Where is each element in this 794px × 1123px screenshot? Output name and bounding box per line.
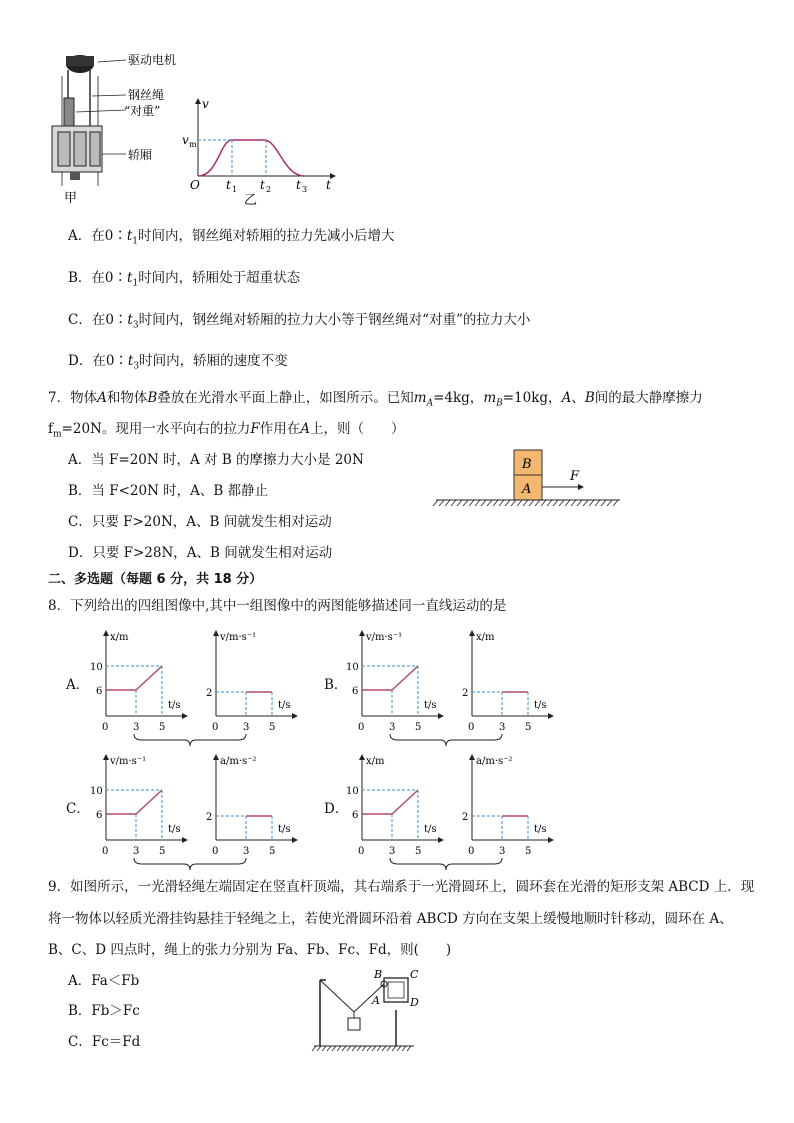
q9-option-c[interactable]: C．Fc＝Fd — [68, 1034, 141, 1050]
svg-text:1: 1 — [232, 185, 238, 194]
brace — [134, 734, 246, 746]
q9-option-a[interactable]: A．Fa＜Fb — [68, 973, 140, 989]
q7-option-a[interactable]: A．当 F=20N 时，A 对 B 的摩擦力大小是 20N — [68, 452, 364, 468]
axis-label: v/m·s⁻¹ — [110, 756, 147, 767]
q8-option-c[interactable]: C． — [66, 801, 90, 817]
tick-label: 5 — [269, 846, 276, 857]
tick-label: 2 — [462, 812, 469, 823]
axis-label: v/m·s⁻¹ — [220, 632, 257, 643]
label-rope: 钢丝绳 — [128, 88, 165, 102]
q8-graph-2-right — [206, 754, 298, 857]
axis-label: t/s — [278, 824, 291, 835]
q9-stem-line1: 9．如图所示，一光滑轻绳左端固定在竖直杆顶端，其右端系于一光滑圆环上，圆环套在光滑的矩形支架 ABCD 上．现 — [48, 879, 755, 895]
q6-option-d[interactable]: D．在$0∶t_3$时间内，轿厢的速度不变 — [68, 353, 288, 372]
tick-label: 3 — [243, 722, 250, 733]
tick-label: 2 — [206, 688, 213, 699]
svg-text:B: B — [522, 457, 532, 472]
tick-label: 0 — [468, 846, 475, 857]
tick-label: 5 — [525, 846, 532, 857]
svg-text:t: t — [260, 178, 265, 192]
q8-option-a[interactable]: A． — [66, 677, 90, 693]
axis-label: x/m — [476, 632, 495, 643]
axis-label: a/m·s⁻² — [476, 756, 513, 767]
axis-label: x/m — [366, 756, 385, 767]
svg-text:2: 2 — [266, 185, 272, 194]
q9-stem-line3: B、C、D 四点时，绳上的张力分别为 Fa、Fb、Fc、Fd，则( ) — [48, 942, 452, 958]
vt-graph — [180, 96, 340, 208]
elevator-figure — [40, 46, 180, 206]
tick-label: 10 — [346, 786, 359, 797]
tick-label: 5 — [269, 722, 276, 733]
tick-label: 0 — [102, 722, 109, 733]
tick-label: 0 — [212, 846, 219, 857]
section-title: 二、多选题（每题 6 分，共 18 分） — [48, 572, 263, 587]
svg-text:m: m — [189, 140, 197, 149]
q8-graph-2-left — [90, 754, 188, 857]
axis-label: t/s — [168, 824, 181, 835]
tick-label: 0 — [102, 846, 109, 857]
series-line — [362, 666, 418, 690]
axis-label: a/m·s⁻² — [220, 756, 257, 767]
label-motor: 驱动电机 — [128, 53, 177, 67]
tick-label: 3 — [389, 722, 396, 733]
svg-text:A: A — [522, 482, 532, 497]
tick-label: 3 — [133, 722, 140, 733]
axis-label: t/s — [424, 824, 437, 835]
tick-label: 10 — [346, 662, 359, 673]
axis-label: t/s — [278, 700, 291, 711]
q8-graph-3-left — [346, 754, 444, 857]
tick-label: 5 — [415, 722, 422, 733]
tick-label: 6 — [96, 686, 103, 697]
svg-text:3: 3 — [302, 185, 308, 194]
tick-label: 3 — [499, 846, 506, 857]
tick-label: 6 — [96, 810, 103, 821]
svg-text:C: C — [410, 968, 419, 981]
label-car: 轿厢 — [128, 148, 153, 162]
svg-text:v: v — [182, 133, 189, 147]
series-line — [106, 790, 162, 814]
tick-label: 2 — [462, 688, 469, 699]
svg-text:t: t — [226, 178, 231, 192]
q7-blocks-figure — [432, 446, 624, 510]
series-line — [106, 666, 162, 690]
tick-label: 5 — [525, 722, 532, 733]
svg-text:t: t — [296, 178, 301, 192]
q6-option-c[interactable]: C．在$0∶t_3$时间内，钢丝绳对轿厢的拉力大小等于钢丝绳对“对重”的拉力大小 — [68, 312, 531, 331]
brace — [390, 734, 502, 746]
q8-graph-0-left — [90, 630, 188, 733]
q8-stem: 8．下列给出的四组图像中,其中一组图像中的两图能够描述同一直线运动的是 — [48, 598, 507, 614]
q9-frame-figure — [308, 968, 420, 1052]
tick-label: 6 — [352, 810, 359, 821]
tick-label: 3 — [243, 846, 250, 857]
q7-stem-line1: 7．物体A和物体B叠放在光滑水平面上静止，如图所示。已知$m_A=4kg$，$m_B=10kg$，A、B间的最大静摩擦力 — [48, 390, 703, 409]
axis-label: v/m·s⁻¹ — [366, 632, 403, 643]
q8-graph-0-right — [206, 630, 298, 733]
axis-label: x/m — [110, 632, 129, 643]
svg-text:v: v — [202, 97, 209, 111]
axis-label: t/s — [534, 824, 547, 835]
tick-label: 0 — [468, 722, 475, 733]
q6-option-a[interactable]: A．在$0∶t_1$时间内，钢丝绳对轿厢的拉力先减小后增大 — [68, 228, 395, 247]
tick-label: 10 — [90, 662, 103, 673]
svg-text:F: F — [570, 469, 580, 484]
tick-label: 10 — [90, 786, 103, 797]
q6-option-b[interactable]: B．在$0∶t_1$时间内，轿厢处于超重状态 — [68, 270, 301, 289]
tick-label: 0 — [358, 846, 365, 857]
q8-graph-1-left — [346, 630, 444, 733]
axis-label: t/s — [534, 700, 547, 711]
brace — [134, 858, 246, 870]
tick-label: 0 — [358, 722, 365, 733]
svg-text:t: t — [326, 178, 331, 192]
q9-stem-line2: 将一物体以轻质光滑挂钩悬挂于轻绳之上，若使光滑圆环沿着 ABCD 方向在支架上缓慢地顺时针移动，圆环在 A、 — [48, 911, 733, 927]
tick-label: 0 — [212, 722, 219, 733]
tick-label: 3 — [389, 846, 396, 857]
q7-option-d[interactable]: D．只要 F>28N，A、B 间就发生相对运动 — [68, 545, 333, 561]
tick-label: 5 — [415, 846, 422, 857]
q7-stem-line2: $f_m=20N$。现用一水平向右的拉力F作用在A上，则（ ） — [48, 421, 405, 440]
tick-label: 3 — [499, 722, 506, 733]
svg-text:A: A — [372, 994, 380, 1007]
svg-text:D: D — [410, 996, 419, 1009]
label-yi: 乙 — [244, 193, 258, 208]
q8-option-b[interactable]: B． — [324, 677, 348, 693]
q9-option-b[interactable]: B．Fb＞Fc — [68, 1003, 140, 1019]
series-line — [362, 790, 418, 814]
axis-label: t/s — [424, 700, 437, 711]
tick-label: 5 — [159, 722, 166, 733]
tick-label: 3 — [133, 846, 140, 857]
q7-option-c[interactable]: C．只要 F>20N，A、B 间就发生相对运动 — [68, 514, 332, 530]
q8-option-d[interactable]: D． — [324, 801, 349, 817]
label-counterweight: “对重” — [124, 104, 161, 118]
q7-option-b[interactable]: B．当 F<20N 时，A、B 都静止 — [68, 483, 269, 499]
q8-graph-3-right — [462, 754, 554, 857]
svg-text:B: B — [374, 968, 383, 981]
svg-text:O: O — [190, 178, 200, 192]
q8-graphs — [0, 620, 794, 870]
tick-label: 5 — [159, 846, 166, 857]
tick-label: 6 — [352, 686, 359, 697]
q8-graph-1-right — [462, 630, 554, 733]
brace — [390, 858, 502, 870]
tick-label: 2 — [206, 812, 213, 823]
label-jia: 甲 — [64, 191, 78, 206]
axis-label: t/s — [168, 700, 181, 711]
